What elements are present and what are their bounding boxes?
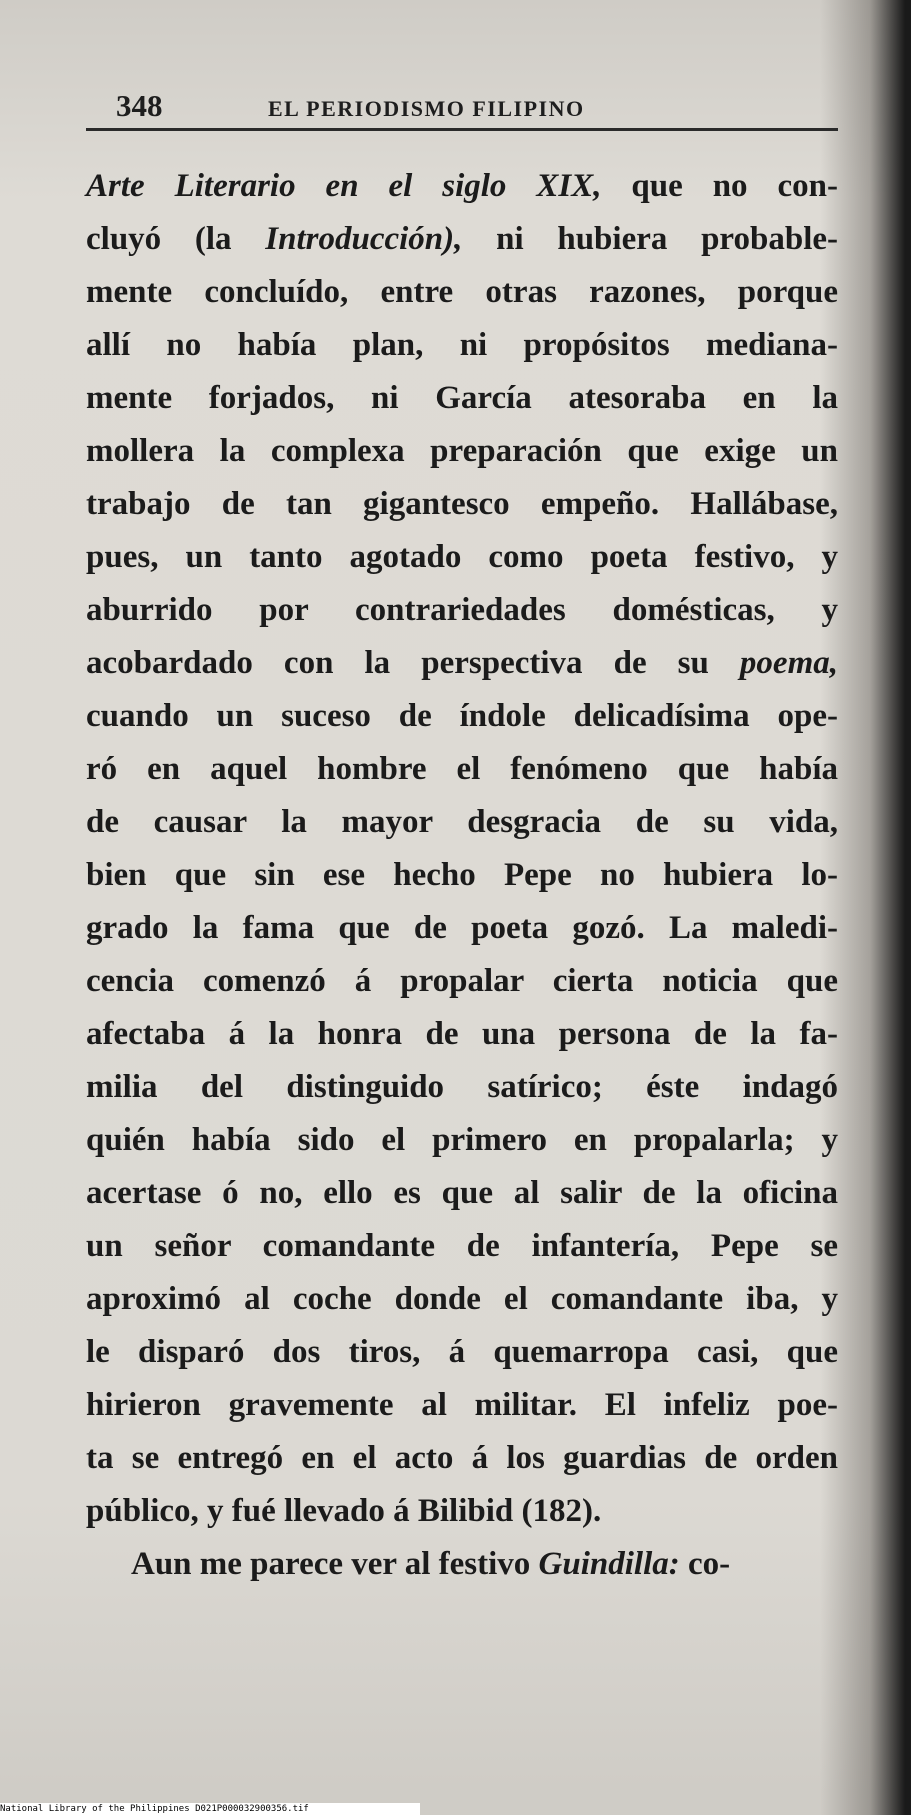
text-line xyxy=(86,1114,838,1167)
text-line xyxy=(86,743,838,796)
running-head: EL PERIODISMO FILIPINO xyxy=(268,96,585,121)
text-run: mente forjados, ni García atesoraba en la xyxy=(86,380,838,416)
text-line xyxy=(86,1326,838,1379)
header-rule xyxy=(86,128,838,131)
text-line xyxy=(86,1061,838,1114)
text-run: ni hubiera probable- xyxy=(462,221,838,257)
text-run: mollera la complexa preparación que exige un xyxy=(86,433,838,469)
text-run: cuando un suceso de índole delicadísima ope- xyxy=(86,698,838,734)
text-line xyxy=(86,637,838,690)
text-run: de causar la mayor desgracia de su vida, xyxy=(86,804,838,840)
text-line xyxy=(86,266,838,319)
text-run: cluyó (la xyxy=(86,221,266,257)
text-line xyxy=(86,531,838,584)
text-run: trabajo de tan gigantesco empeño. Hallábase, xyxy=(86,486,838,522)
text-run: cencia comenzó á propalar cierta noticia que xyxy=(86,963,838,999)
text-run: mente concluído, entre otras razones, porque xyxy=(86,274,838,310)
text-run: grado la fama que de poeta gozó. La maledi- xyxy=(86,910,838,946)
text-line xyxy=(86,425,838,478)
text-line xyxy=(86,1167,838,1220)
body-text xyxy=(86,160,838,1591)
text-line xyxy=(86,1008,838,1061)
text-run: acertase ó no, ello es que al salir de la oficina xyxy=(86,1175,838,1211)
italic-text: Arte Literario en el siglo XIX, xyxy=(86,168,602,204)
text-run: aburrido por contrariedades domésticas, y xyxy=(86,592,838,628)
text-line xyxy=(86,213,838,266)
text-line xyxy=(86,690,838,743)
text-line xyxy=(86,160,838,213)
text-line xyxy=(86,372,838,425)
text-run: afectaba á la honra de una persona de la fa- xyxy=(86,1016,838,1052)
text-run: público, y fué llevado á Bilibid (182). xyxy=(86,1493,602,1529)
scan-footer: National Library of the Philippines D021P000032900356.tif xyxy=(0,1803,420,1815)
page-number: 348 xyxy=(116,88,163,123)
text-run: allí no había plan, ni propósitos mediana- xyxy=(86,327,838,363)
text-line xyxy=(86,1379,838,1432)
text-line xyxy=(86,1485,838,1538)
text-line xyxy=(86,796,838,849)
text-run: quién había sido el primero en propalarla; y xyxy=(86,1122,838,1158)
text-run: que no con- xyxy=(601,168,838,204)
text-run: un señor comandante de infantería, Pepe se xyxy=(86,1228,838,1264)
italic-text: poema, xyxy=(739,645,838,681)
text-line xyxy=(86,319,838,372)
text-run: le disparó dos tiros, á quemarropa casi, que xyxy=(86,1334,838,1370)
italic-text: Guindilla: xyxy=(538,1546,680,1582)
text-line xyxy=(86,1220,838,1273)
text-run: ró en aquel hombre el fenómeno que había xyxy=(86,751,838,787)
text-line xyxy=(86,1273,838,1326)
text-run: ta se entregó en el acto á los guardias de orden xyxy=(86,1440,838,1476)
page-header xyxy=(86,88,836,128)
text-line xyxy=(86,1538,838,1591)
text-run: co- xyxy=(679,1546,731,1582)
italic-text: Introducción), xyxy=(265,221,463,257)
text-run: bien que sin ese hecho Pepe no hubiera lo- xyxy=(86,857,838,893)
text-line xyxy=(86,1432,838,1485)
text-line xyxy=(86,478,838,531)
text-run: pues, un tanto agotado como poeta festivo, y xyxy=(86,539,838,575)
text-line xyxy=(86,849,838,902)
text-run: hirieron gravemente al militar. El infeliz poe- xyxy=(86,1387,838,1423)
text-line xyxy=(86,902,838,955)
text-run: acobardado con la perspectiva de su xyxy=(86,645,740,681)
text-line xyxy=(86,584,838,637)
text-run: milia del distinguido satírico; éste indagó xyxy=(86,1069,838,1105)
text-run: aproximó al coche donde el comandante iba, y xyxy=(86,1281,838,1317)
text-run: Aun me parece ver al festivo xyxy=(131,1546,539,1582)
text-line xyxy=(86,955,838,1008)
